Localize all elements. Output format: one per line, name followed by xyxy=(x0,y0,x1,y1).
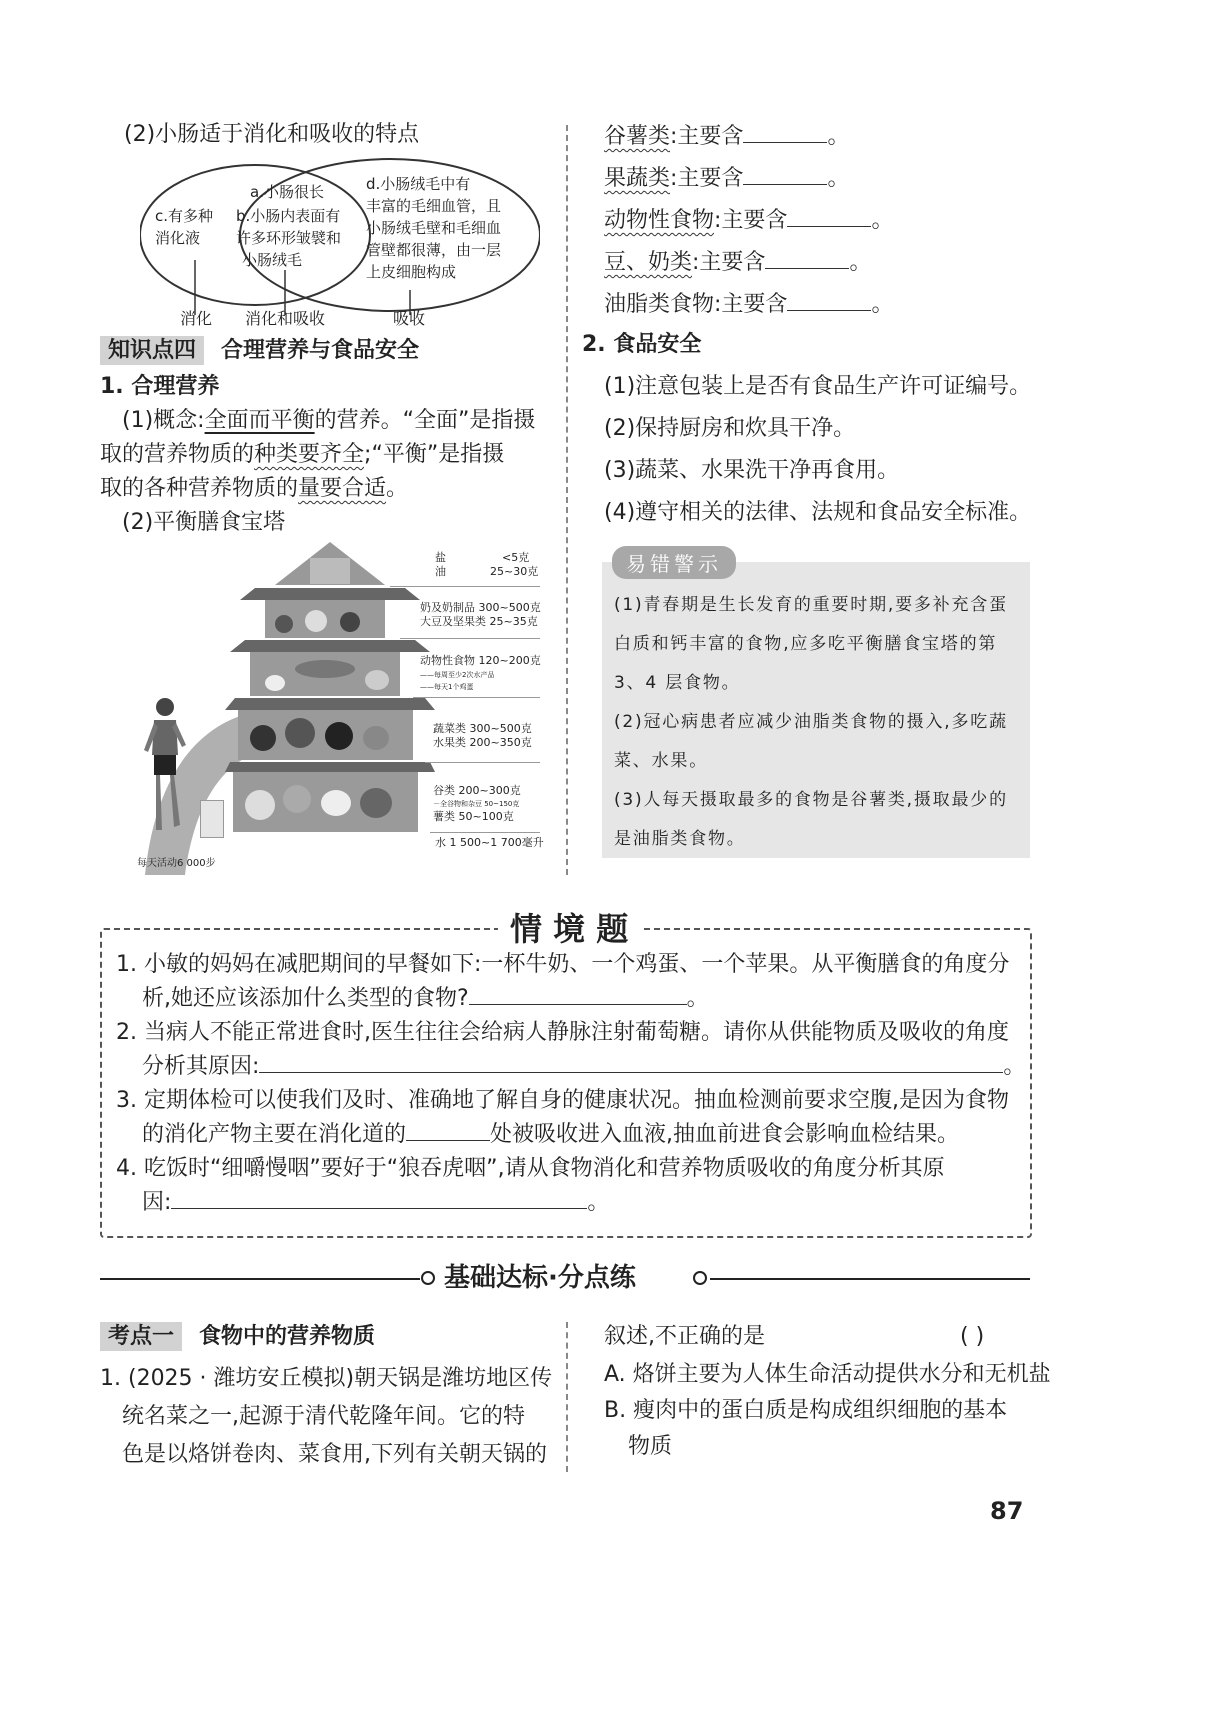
kp4-header xyxy=(100,338,419,364)
tier-1-oil-salt xyxy=(310,558,350,584)
pyr-water: 水 1 500~1 700毫升 xyxy=(435,836,544,849)
pyr-wholegrain: －全谷物和杂豆 50~150克 xyxy=(433,800,520,808)
venn-b1: b.小肠内表面有 xyxy=(236,207,341,225)
kp1-title: 食物中的营养物质 xyxy=(199,1324,376,1349)
pyr-egg: ——每天1个鸡蛋 xyxy=(420,683,474,691)
blank-bean-milk[interactable] xyxy=(765,250,849,269)
answer-blank-q2[interactable] xyxy=(259,1054,1003,1073)
row-oil: 油脂类食物:主要含 。 xyxy=(604,292,894,317)
food-pyramid xyxy=(135,540,545,875)
food-safety-1: (1)注意包装上是否有食品生产许可证编号。 xyxy=(604,374,1032,399)
kp1-header xyxy=(100,1324,375,1350)
pyr-veg: 蔬菜类 300~500克 xyxy=(433,722,532,735)
venn-label-both: 消化和吸收 xyxy=(245,309,326,328)
food-safety-3: (3)蔬菜、水果洗干净再食用。 xyxy=(604,458,900,483)
venn-a: a.小肠很长 xyxy=(250,183,324,201)
column-divider-top xyxy=(566,125,568,875)
food-safety-2: (2)保持厨房和炊具干净。 xyxy=(604,416,856,441)
scenario-q2-line1: 2. 当病人不能正常进食时,医生往往会给病人静脉注射葡萄糖。请你从供能物质及吸收的角度 xyxy=(116,1020,1009,1045)
water-glass xyxy=(200,800,224,838)
pyr-salt: 盐 xyxy=(435,551,446,564)
row-animal: 动物性食物:主要含 。 xyxy=(604,208,894,233)
section-rule-right xyxy=(710,1278,1030,1280)
kp4-title: 合理营养与食品安全 xyxy=(221,338,420,363)
pyr-aquatic: ——每周至少2次水产品 xyxy=(420,671,495,679)
warning-line-7: 是油脂类食物。 xyxy=(614,829,746,849)
warning-line-6: (3)人每天摄取最多的食物是谷薯类,摄取最少的 xyxy=(614,790,1008,810)
page-number: 87 xyxy=(990,1497,1024,1525)
scenario-q1-line1: 1. 小敏的妈妈在减肥期间的早餐如下:一杯牛奶、一个鸡蛋、一个苹果。从平衡膳食的角度分 xyxy=(116,952,1010,977)
venn-c1: c.有多种 xyxy=(155,207,214,225)
scenario-q3-line1: 3. 定期体检可以使我们及时、准确地了解自身的健康状况。抽血检测前要求空腹,是因为食物 xyxy=(116,1088,1009,1113)
pyramid-heading: (2)平衡膳食宝塔 xyxy=(122,510,286,535)
blank-grain[interactable] xyxy=(743,124,827,143)
option-b-line2: 物质 xyxy=(628,1434,673,1459)
nutrition-title: 1. 合理营养 xyxy=(100,374,220,399)
answer-blank-q1[interactable] xyxy=(469,986,687,1005)
pyr-salt-amt: <5克 xyxy=(502,551,530,564)
target-icon-right xyxy=(693,1271,707,1285)
warning-line-4: (2)冠心病患者应减少油脂类食物的摄入,多吃蔬 xyxy=(614,712,1008,732)
kp1-tag: 考点一 xyxy=(100,1322,182,1351)
basic-section-title: 基础达标·分点练 xyxy=(444,1263,636,1293)
warning-line-3: 3、4 层食物。 xyxy=(614,673,741,693)
pyr-dairy: 奶及奶制品 300~500克 xyxy=(420,601,541,614)
nutrition-line-3: 取的各种营养物质的量要合适。 xyxy=(100,476,409,501)
venn-d5: 上皮细胞构成 xyxy=(366,263,457,281)
pyr-fruit: 水果类 200~350克 xyxy=(433,736,532,749)
runner-figure xyxy=(140,695,190,840)
venn-d2: 丰富的毛细血管，且 xyxy=(366,197,502,215)
blank-fruitveg[interactable] xyxy=(743,166,827,185)
row-grain: 谷薯类:主要含 。 xyxy=(604,124,850,149)
scenario-title: 情 境 题 xyxy=(498,910,640,948)
problem1-line1: 1. (2025 · 潍坊安丘模拟)朝天锅是潍坊地区传 xyxy=(100,1366,553,1391)
problem1-stem-end: 叙述,不正确的是 xyxy=(604,1324,765,1349)
answer-blank-q4[interactable] xyxy=(171,1190,587,1209)
answer-paren[interactable]: ( ) xyxy=(960,1324,985,1349)
venn-b3: 小肠绒毛 xyxy=(242,251,303,269)
blank-animal[interactable] xyxy=(787,208,871,227)
venn-d4: 管壁都很薄，由一层 xyxy=(366,241,502,259)
scenario-q2-line2: 分析其原因: 。 xyxy=(142,1054,1026,1079)
venn-d1: d.小肠绒毛中有 xyxy=(366,175,471,193)
blank-oil[interactable] xyxy=(787,292,871,311)
venn-d3: 小肠绒毛壁和毛细血 xyxy=(366,219,502,237)
venn-label-absorb: 吸收 xyxy=(393,309,426,328)
row-bean-milk: 豆、奶类:主要含 。 xyxy=(604,250,872,275)
warning-line-1: (1)青春期是生长发育的重要时期,要多补充含蛋 xyxy=(614,595,1008,615)
warning-title: 易错警示 xyxy=(612,546,736,579)
option-b-line1[interactable]: B. 瘦肉中的蛋白质是构成组织细胞的基本 xyxy=(604,1398,1008,1423)
problem1-line3: 色是以烙饼卷肉、菜食用,下列有关朝天锅的 xyxy=(122,1442,547,1467)
warning-line-2: 白质和钙丰富的食物,应多吃平衡膳食宝塔的第 xyxy=(614,634,998,654)
venn-label-digest: 消化 xyxy=(180,309,213,328)
food-safety-4: (4)遵守相关的法律、法规和食品安全标准。 xyxy=(604,500,1032,525)
pyr-oil: 油 xyxy=(435,565,446,578)
option-a[interactable]: A. 烙饼主要为人体生命活动提供水分和无机盐 xyxy=(604,1362,1051,1387)
scenario-q4-line1: 4. 吃饭时“细嚼慢咽”要好于“狼吞虎咽”,请从食物消化和营养物质吸收的角度分析其原 xyxy=(116,1156,945,1181)
food-safety-title: 2. 食品安全 xyxy=(582,332,702,357)
nutrition-line-1: (1)概念:全面而平衡的营养。“全面”是指摄 xyxy=(122,408,536,433)
warning-line-5: 菜、水果。 xyxy=(614,751,708,771)
pyr-animal: 动物性食物 120~200克 xyxy=(420,654,541,667)
nutrition-line-2: 取的营养物质的种类要齐全;“平衡”是指摄 xyxy=(100,442,505,467)
scenario-q3-line2: 的消化产物主要在消化道的 处被吸收进入血液,抽血前进食会影响血检结果。 xyxy=(142,1122,960,1147)
pyr-soy: 大豆及坚果类 25~35克 xyxy=(420,615,538,628)
answer-blank-q3[interactable] xyxy=(406,1122,490,1141)
column-divider-bottom xyxy=(566,1322,568,1472)
kp4-tag: 知识点四 xyxy=(100,336,204,365)
pyr-tuber: 薯类 50~100克 xyxy=(433,810,514,823)
section-rule-left xyxy=(100,1278,420,1280)
venn-heading: (2)小肠适于消化和吸收的特点 xyxy=(124,122,420,147)
pyr-activity: 每天活动6 000步 xyxy=(137,858,216,869)
target-icon-left xyxy=(421,1271,435,1285)
scenario-q4-line2: 因: 。 xyxy=(142,1190,610,1215)
pyr-grain: 谷类 200~300克 xyxy=(433,784,521,797)
scenario-q1-line2: 析,她还应该添加什么类型的食物? 。 xyxy=(142,986,709,1011)
pyr-oil-amt: 25~30克 xyxy=(490,565,539,578)
row-fruitveg: 果蔬类:主要含 。 xyxy=(604,166,850,191)
venn-c2: 消化液 xyxy=(155,229,201,247)
problem1-line2: 统名菜之一,起源于清代乾隆年间。它的特 xyxy=(122,1404,525,1429)
venn-b2: 许多环形皱襞和 xyxy=(236,229,342,247)
